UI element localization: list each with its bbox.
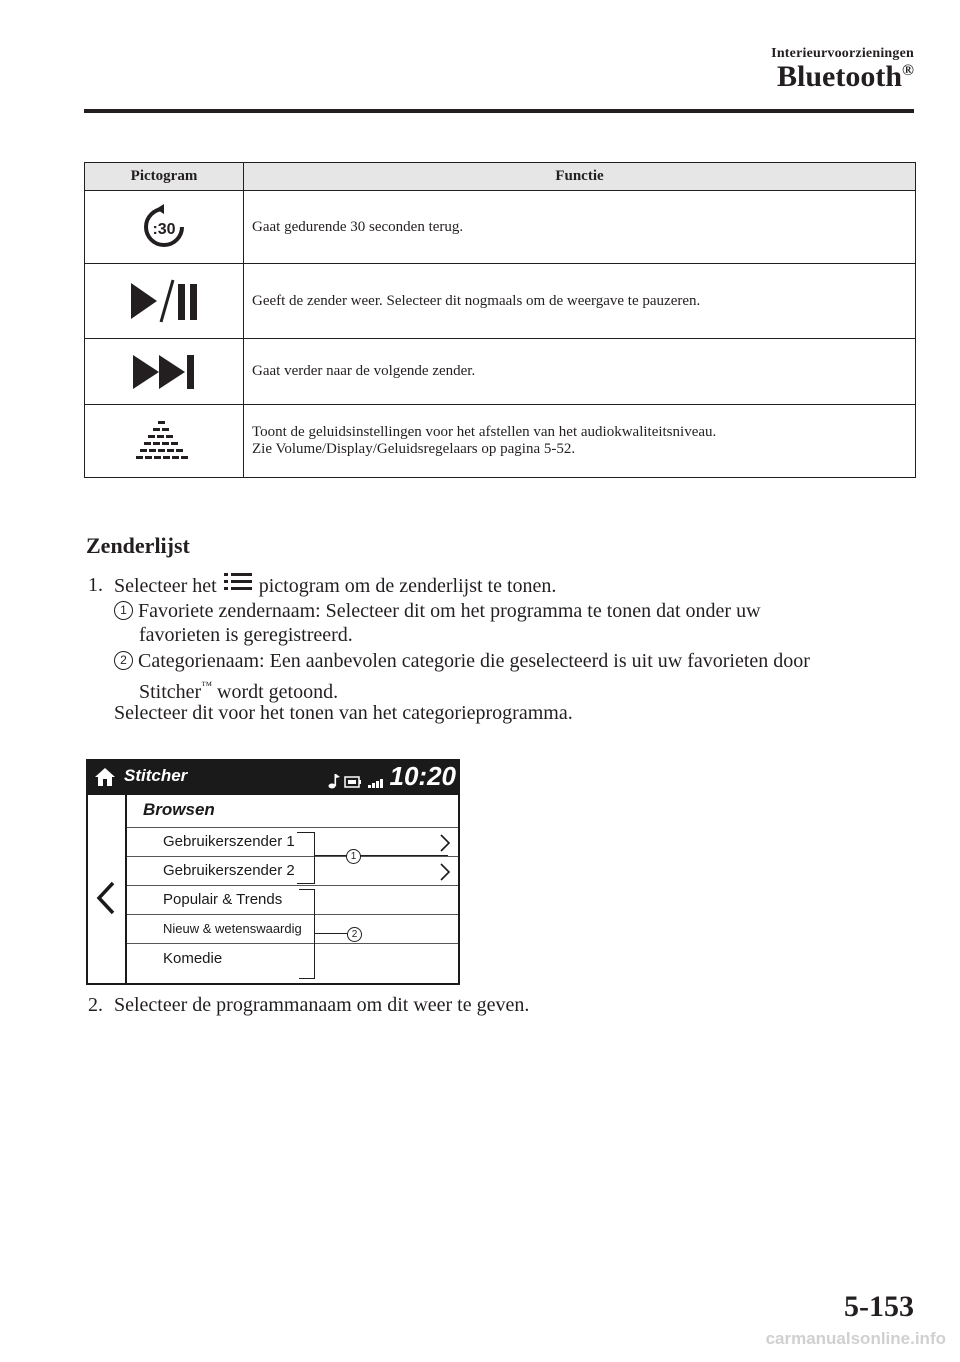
page-number: 5-153 bbox=[844, 1290, 914, 1323]
table-header-function: Functie bbox=[244, 163, 916, 191]
step-number: 2. bbox=[88, 994, 103, 1016]
table-cell-icon bbox=[85, 191, 244, 264]
list-item[interactable] bbox=[127, 828, 458, 857]
list-item-label: Gebruikerszender 1 bbox=[163, 833, 295, 850]
page-title bbox=[777, 60, 914, 94]
table-cell-function: Geeft de zender weer. Selecteer dit nogmaals om de weergave te pauzeren. bbox=[244, 264, 916, 339]
callout-leader-1 bbox=[315, 855, 448, 856]
list-item-label: Nieuw & wetenswaardig bbox=[163, 921, 302, 936]
table-cell-icon bbox=[85, 264, 244, 339]
note-text: Selecteer dit voor het tonen van het categorieprogramma. bbox=[114, 702, 573, 724]
table-cell-icon bbox=[85, 405, 244, 478]
item-2 bbox=[114, 648, 810, 674]
table-row bbox=[85, 191, 916, 264]
chevron-left-icon bbox=[96, 881, 116, 915]
rewind-30-seconds-icon bbox=[140, 203, 188, 251]
skip-next-icon bbox=[131, 352, 197, 392]
callout-marker-1: 1 bbox=[346, 849, 361, 864]
battery-icon bbox=[344, 776, 362, 788]
item-2-line-2-post: wordt getoond. bbox=[212, 681, 339, 703]
callout-marker-2: 2 bbox=[347, 927, 362, 942]
equalizer-icon bbox=[136, 417, 192, 465]
stitcher-screen bbox=[86, 759, 460, 985]
list-item[interactable] bbox=[127, 915, 458, 944]
list-icon bbox=[224, 572, 252, 592]
table-cell-icon bbox=[85, 339, 244, 405]
table-cell-function: Gaat verder naar de volgende zender. bbox=[244, 339, 916, 405]
callout-leader-2 bbox=[315, 933, 347, 934]
list-item[interactable] bbox=[127, 944, 458, 972]
browse-header bbox=[127, 795, 458, 828]
signal-strength-icon bbox=[368, 776, 386, 788]
screen-body bbox=[88, 795, 458, 983]
table-header-icon: Pictogram bbox=[85, 163, 244, 191]
step-1-text bbox=[114, 572, 556, 599]
list-item-label: Populair & Trends bbox=[163, 891, 283, 908]
home-icon[interactable] bbox=[94, 767, 116, 787]
table-header-row bbox=[85, 163, 916, 191]
callout-bracket-2 bbox=[299, 889, 315, 979]
circled-number-1: 1 bbox=[114, 601, 133, 620]
icon-function-table bbox=[84, 162, 916, 478]
callout-bracket-1 bbox=[297, 832, 315, 884]
table-cell-function bbox=[244, 405, 916, 478]
chevron-right-icon bbox=[439, 833, 451, 853]
music-note-icon bbox=[328, 773, 340, 789]
screen-status-bar bbox=[86, 759, 460, 795]
item-2-line-2-pre: Stitcher bbox=[139, 681, 202, 703]
play-pause-icon bbox=[127, 278, 201, 324]
item-1-line-1: Favoriete zendernaam: Selecteer dit om het programma te tonen dat onder uw bbox=[138, 600, 761, 622]
item-1-line-2: favorieten is geregistreerd. bbox=[139, 624, 353, 646]
table-row bbox=[85, 405, 916, 478]
screen-clock: 10:20 bbox=[389, 761, 456, 791]
section-label: Interieurvoorzieningen bbox=[771, 46, 914, 61]
browse-title: Browsen bbox=[143, 800, 215, 819]
table-cell-function: Gaat gedurende 30 seconden terug. bbox=[244, 191, 916, 264]
page-title-text: Bluetooth bbox=[777, 60, 903, 93]
list-item-label: Gebruikerszender 2 bbox=[163, 862, 295, 879]
screen-app-name: Stitcher bbox=[124, 766, 188, 785]
list-item[interactable] bbox=[127, 886, 458, 915]
list-item[interactable] bbox=[127, 857, 458, 886]
step-1-pre: Selecteer het bbox=[114, 575, 217, 597]
step-2-text: Selecteer de programmanaam om dit weer te geven. bbox=[114, 994, 530, 1016]
list-item-label: Komedie bbox=[163, 950, 223, 967]
rewind-30-label: :30 bbox=[152, 221, 176, 238]
watermark: carmanualsonline.info bbox=[765, 1329, 946, 1348]
table-row bbox=[85, 339, 916, 405]
registered-mark: ® bbox=[902, 62, 914, 79]
function-line: Toont de geluidsinstellingen voor het afstellen van het audiokwaliteitsniveau. bbox=[252, 424, 717, 440]
circled-number-2: 2 bbox=[114, 651, 133, 670]
item-1 bbox=[114, 598, 761, 624]
table-row bbox=[85, 264, 916, 339]
function-line: Zie Volume/Display/Geluidsregelaars op pagina 5-52. bbox=[252, 441, 576, 457]
chevron-right-icon bbox=[439, 862, 451, 882]
step-number: 1. bbox=[88, 574, 103, 596]
item-2-line-1: Categorienaam: Een aanbevolen categorie die geselecteerd is uit uw favorieten door bbox=[138, 650, 810, 672]
trademark-mark: ™ bbox=[201, 680, 212, 692]
header-rule bbox=[84, 109, 914, 113]
step-1-post: pictogram om de zenderlijst te tonen. bbox=[258, 575, 557, 597]
back-button[interactable] bbox=[88, 795, 127, 983]
browse-list bbox=[127, 795, 458, 983]
section-heading: Zenderlijst bbox=[86, 533, 190, 558]
